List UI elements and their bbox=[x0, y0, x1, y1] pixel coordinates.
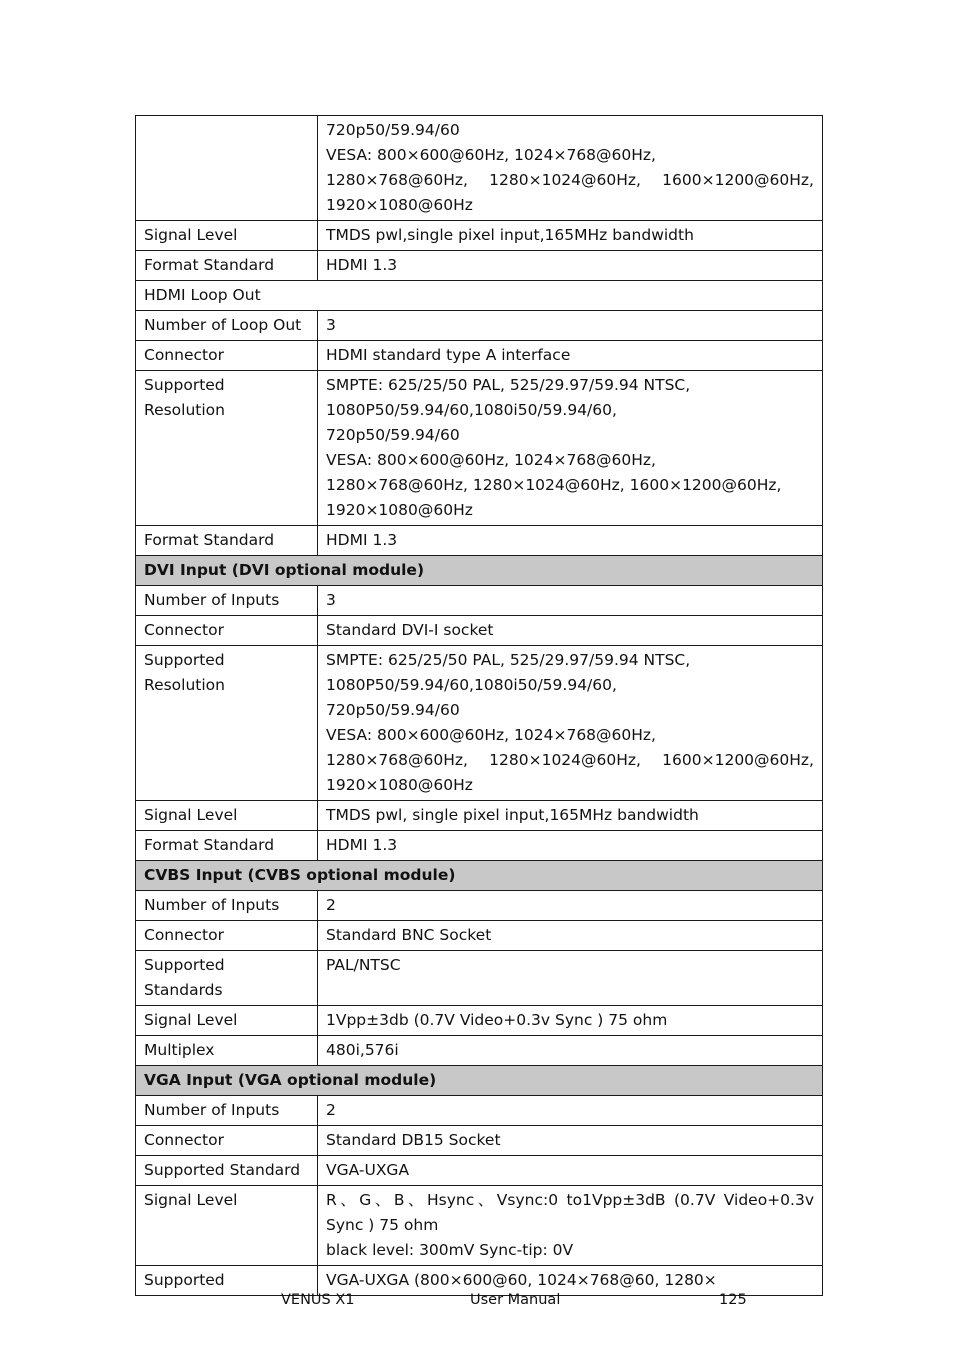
spec-label-line: Standards bbox=[144, 981, 223, 999]
spec-label: Format Standard bbox=[136, 251, 318, 281]
spec-value-line: 1280×768@60Hz, 1280×1024@60Hz, 1600×1200@60Hz, bbox=[326, 171, 814, 189]
spec-value bbox=[318, 1036, 823, 1066]
spec-label: Format Standard bbox=[136, 831, 318, 861]
section-header-row bbox=[136, 861, 823, 891]
spec-label bbox=[136, 371, 318, 526]
spec-label: Number of Loop Out bbox=[136, 311, 318, 341]
table-row bbox=[136, 221, 823, 251]
spec-label: Signal Level bbox=[136, 1186, 318, 1266]
spec-label: Signal Level bbox=[136, 1006, 318, 1036]
spec-value-line: VESA: 800×600@60Hz, 1024×768@60Hz, bbox=[326, 451, 656, 469]
subsection-title: HDMI Loop Out bbox=[136, 281, 823, 311]
table-row bbox=[136, 616, 823, 646]
spec-value-line: 1920×1080@60Hz bbox=[326, 776, 473, 794]
spec-value-line: 480i,576i bbox=[326, 1041, 399, 1059]
spec-value bbox=[318, 371, 823, 526]
spec-value-line: 3 bbox=[326, 591, 336, 609]
footer-product: VENUS X1 bbox=[281, 1292, 355, 1308]
table-row bbox=[136, 646, 823, 801]
spec-value-line: 2 bbox=[326, 1101, 336, 1119]
spec-table-body bbox=[136, 116, 823, 1296]
spec-value bbox=[318, 801, 823, 831]
section-title: VGA Input (VGA optional module) bbox=[136, 1066, 823, 1096]
spec-value bbox=[318, 921, 823, 951]
spec-value bbox=[318, 1096, 823, 1126]
spec-label-line: Supported bbox=[144, 651, 225, 669]
spec-value-line: 1920×1080@60Hz bbox=[326, 196, 473, 214]
spec-value-line: SMPTE: 625/25/50 PAL, 525/29.97/59.94 NTSC, bbox=[326, 651, 691, 669]
spec-value-line: PAL/NTSC bbox=[326, 956, 401, 974]
spec-value-line: TMDS pwl,single pixel input,165MHz bandwidth bbox=[326, 226, 694, 244]
table-row bbox=[136, 311, 823, 341]
spec-value bbox=[318, 221, 823, 251]
spec-value-line: 3 bbox=[326, 316, 336, 334]
spec-value bbox=[318, 1186, 823, 1266]
section-title: CVBS Input (CVBS optional module) bbox=[136, 861, 823, 891]
spec-value-line: 1280×768@60Hz, 1280×1024@60Hz, 1600×1200@60Hz, bbox=[326, 751, 814, 769]
spec-value-line: 720p50/59.94/60 bbox=[326, 121, 460, 139]
spec-label-line: Supported bbox=[144, 376, 225, 394]
table-row bbox=[136, 1156, 823, 1186]
spec-value bbox=[318, 891, 823, 921]
table-row bbox=[136, 921, 823, 951]
spec-label-line: Resolution bbox=[144, 401, 225, 419]
spec-value bbox=[318, 1006, 823, 1036]
spec-value-line: VGA-UXGA (800×600@60, 1024×768@60, 1280× bbox=[326, 1271, 717, 1289]
spec-label: Connector bbox=[136, 1126, 318, 1156]
spec-table bbox=[135, 115, 823, 1296]
table-row bbox=[136, 1096, 823, 1126]
spec-value-line: Standard BNC Socket bbox=[326, 926, 492, 944]
spec-value bbox=[318, 251, 823, 281]
footer-doc-title: User Manual bbox=[470, 1292, 561, 1308]
table-row bbox=[136, 1266, 823, 1296]
spec-value bbox=[318, 616, 823, 646]
spec-value-line: 1080P50/59.94/60,1080i50/59.94/60, bbox=[326, 401, 617, 419]
table-row bbox=[136, 1036, 823, 1066]
spec-value-line: 1280×768@60Hz, 1280×1024@60Hz, 1600×1200@60Hz, bbox=[326, 476, 782, 494]
spec-label: Connector bbox=[136, 616, 318, 646]
spec-value-line: TMDS pwl, single pixel input,165MHz bandwidth bbox=[326, 806, 699, 824]
spec-value-line: 1920×1080@60Hz bbox=[326, 501, 473, 519]
spec-value-line: HDMI 1.3 bbox=[326, 836, 398, 854]
spec-label: Number of Inputs bbox=[136, 586, 318, 616]
spec-value-line: HDMI standard type A interface bbox=[326, 346, 571, 364]
table-row bbox=[136, 801, 823, 831]
spec-value bbox=[318, 1156, 823, 1186]
section-title: DVI Input (DVI optional module) bbox=[136, 556, 823, 586]
spec-value-line: 1Vpp±3db (0.7V Video+0.3v Sync ) 75 ohm bbox=[326, 1011, 668, 1029]
spec-value-line: 720p50/59.94/60 bbox=[326, 701, 460, 719]
spec-label-line: Supported bbox=[144, 956, 225, 974]
spec-value-line: 720p50/59.94/60 bbox=[326, 426, 460, 444]
table-row bbox=[136, 1006, 823, 1036]
table-row bbox=[136, 526, 823, 556]
spec-value bbox=[318, 586, 823, 616]
spec-label: Signal Level bbox=[136, 801, 318, 831]
spec-label: Supported bbox=[136, 1266, 318, 1296]
spec-label bbox=[136, 116, 318, 221]
spec-value bbox=[318, 311, 823, 341]
spec-value bbox=[318, 1266, 823, 1296]
spec-value bbox=[318, 951, 823, 1006]
spec-label: Connector bbox=[136, 341, 318, 371]
spec-value bbox=[318, 646, 823, 801]
spec-label bbox=[136, 646, 318, 801]
spec-label: Number of Inputs bbox=[136, 891, 318, 921]
spec-value-line: 1080P50/59.94/60,1080i50/59.94/60, bbox=[326, 676, 617, 694]
spec-value bbox=[318, 526, 823, 556]
spec-value-line: Sync ) 75 ohm bbox=[326, 1216, 439, 1234]
table-row bbox=[136, 586, 823, 616]
table-row bbox=[136, 341, 823, 371]
spec-label: Signal Level bbox=[136, 221, 318, 251]
table-row bbox=[136, 951, 823, 1006]
table-row bbox=[136, 116, 823, 221]
spec-value-line: R、G、B、Hsync、Vsync:0 to1Vpp±3dB (0.7V Video+0.3v bbox=[326, 1191, 814, 1209]
table-row bbox=[136, 1186, 823, 1266]
table-row bbox=[136, 891, 823, 921]
spec-value-line: 2 bbox=[326, 896, 336, 914]
footer-page-number: 125 bbox=[719, 1292, 747, 1308]
spec-value-line: SMPTE: 625/25/50 PAL, 525/29.97/59.94 NTSC, bbox=[326, 376, 691, 394]
spec-value bbox=[318, 1126, 823, 1156]
spec-value-line: HDMI 1.3 bbox=[326, 531, 398, 549]
spec-label: Multiplex bbox=[136, 1036, 318, 1066]
spec-label: Connector bbox=[136, 921, 318, 951]
section-header-row bbox=[136, 1066, 823, 1096]
spec-label bbox=[136, 951, 318, 1006]
table-row bbox=[136, 1126, 823, 1156]
table-row bbox=[136, 281, 823, 311]
spec-value-line: Standard DVI-I socket bbox=[326, 621, 494, 639]
spec-value-line: VGA-UXGA bbox=[326, 1161, 410, 1179]
spec-value bbox=[318, 831, 823, 861]
spec-value-line: Standard DB15 Socket bbox=[326, 1131, 501, 1149]
spec-label: Supported Standard bbox=[136, 1156, 318, 1186]
spec-value-line: black level: 300mV Sync-tip: 0V bbox=[326, 1241, 574, 1259]
spec-label: Number of Inputs bbox=[136, 1096, 318, 1126]
spec-value bbox=[318, 341, 823, 371]
table-row bbox=[136, 831, 823, 861]
spec-value-line: VESA: 800×600@60Hz, 1024×768@60Hz, bbox=[326, 146, 656, 164]
spec-label: Format Standard bbox=[136, 526, 318, 556]
spec-label-line: Resolution bbox=[144, 676, 225, 694]
spec-value bbox=[318, 116, 823, 221]
table-row bbox=[136, 251, 823, 281]
spec-value-line: HDMI 1.3 bbox=[326, 256, 398, 274]
spec-value-line: VESA: 800×600@60Hz, 1024×768@60Hz, bbox=[326, 726, 656, 744]
table-row bbox=[136, 371, 823, 526]
section-header-row bbox=[136, 556, 823, 586]
